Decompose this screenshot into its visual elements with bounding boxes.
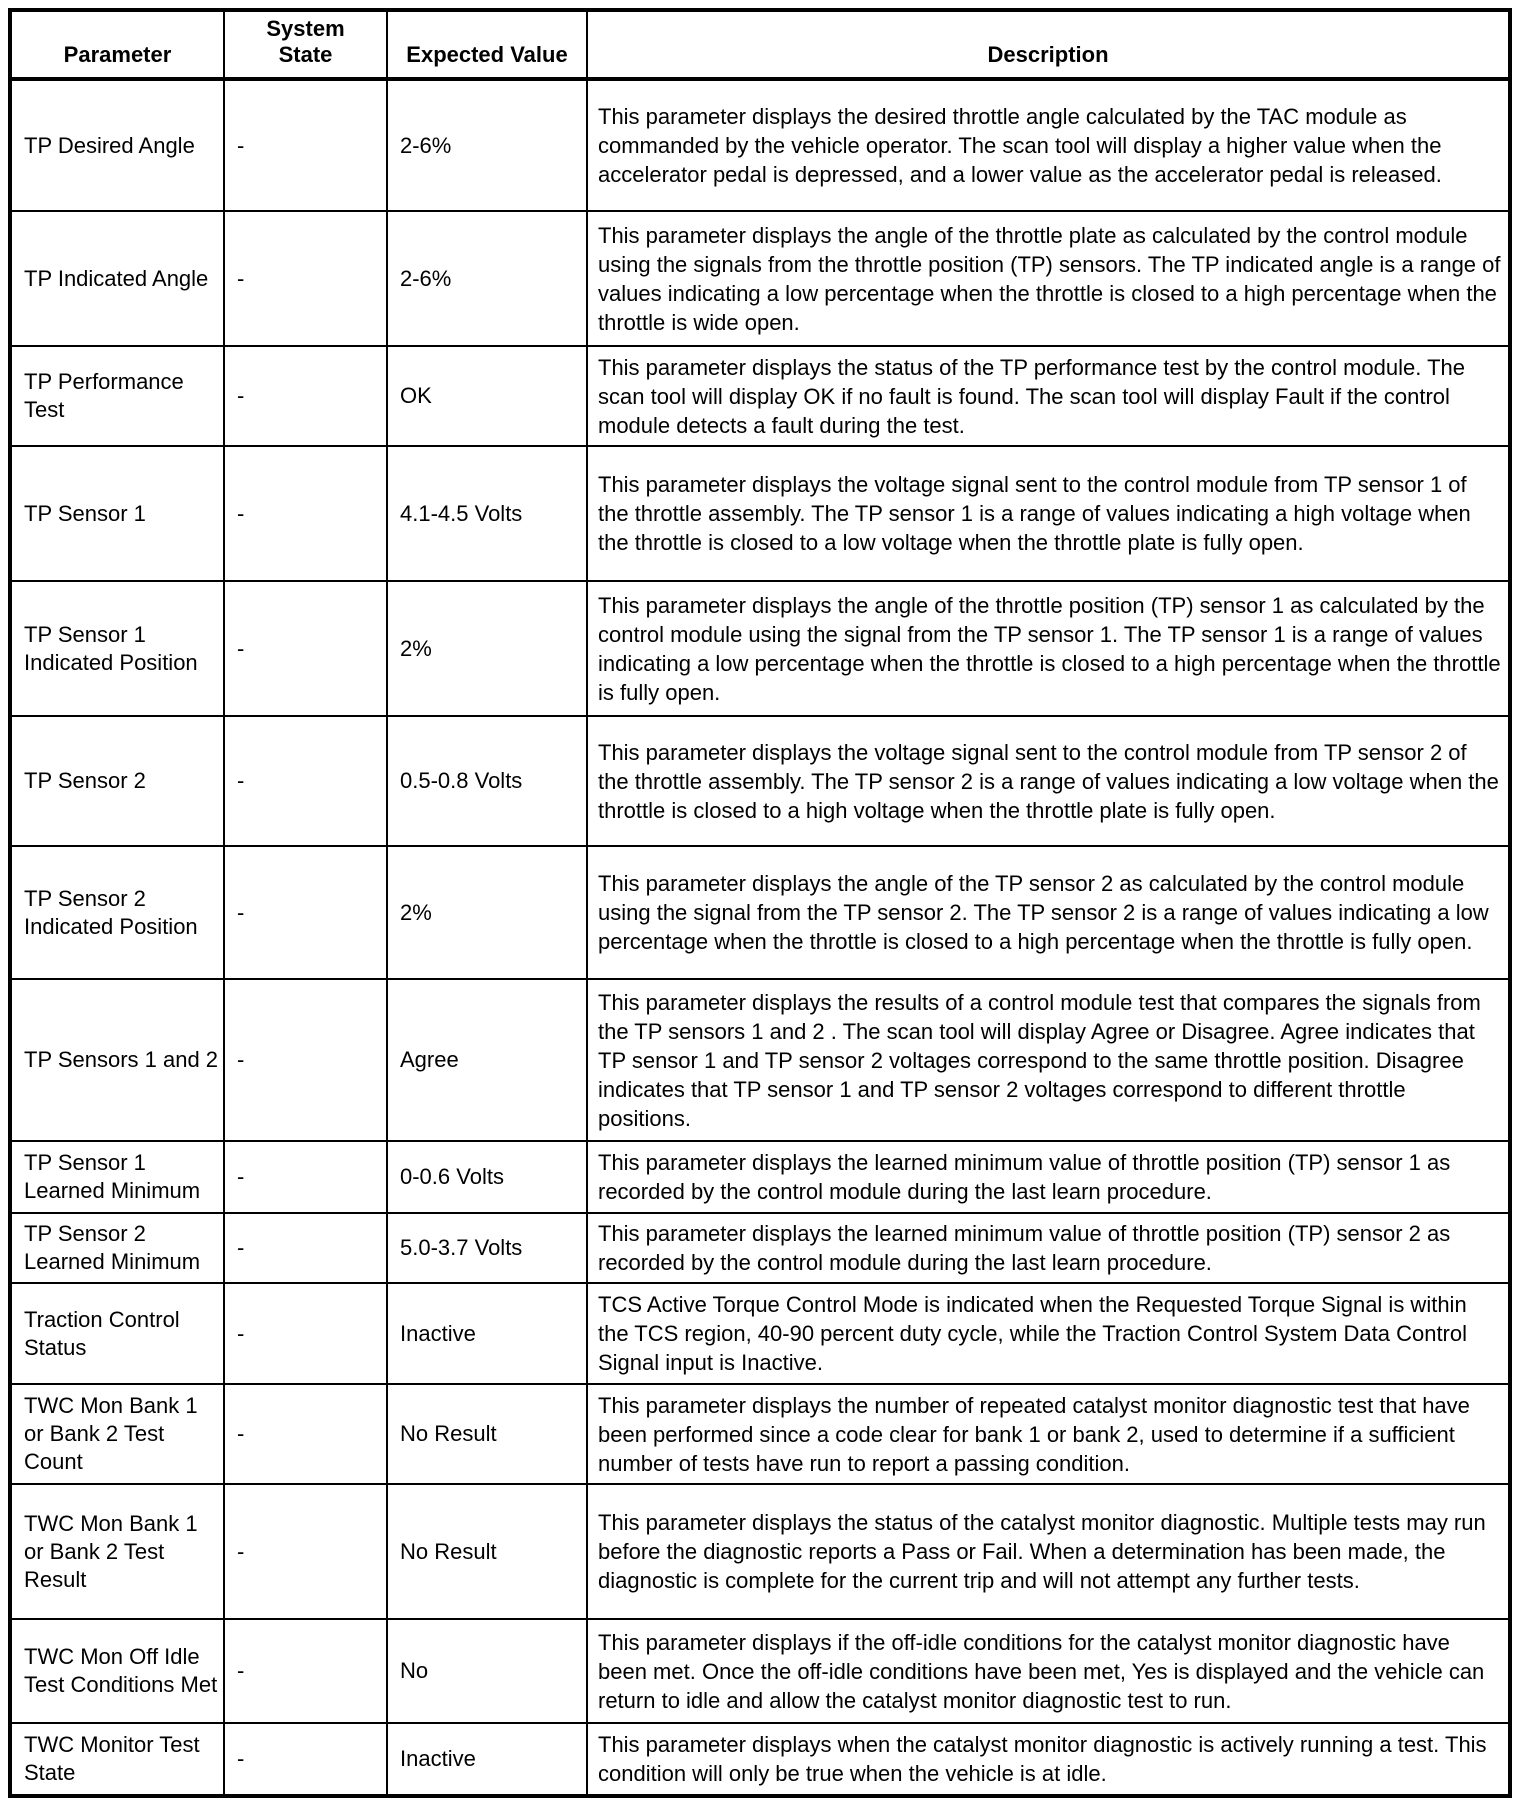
table-row	[10, 446, 1510, 581]
header-description	[587, 10, 1510, 79]
table-row	[10, 1141, 1510, 1213]
header-parameter	[10, 10, 224, 79]
cell-expected-value: No	[387, 1619, 587, 1723]
cell-description: This parameter displays the angle of the throttle plate as calculated by the control module using the signals from the throttle position (TP) sensors. The TP indicated angle is a range of values indicating a low percentage when the throttle is closed to a high percentage when the throttle is wide open.	[587, 211, 1510, 346]
cell-parameter: TP Sensor 2	[10, 716, 224, 846]
table-row	[10, 1484, 1510, 1619]
table-row	[10, 1213, 1510, 1283]
cell-description: This parameter displays the results of a control module test that compares the signals from the TP sensors 1 and 2 . The scan tool will display Agree or Disagree. Agree indicates that TP sensor 1 and TP sensor 2 voltages correspond to the same throttle position. Disagree indicates that TP sensor 1 and TP sensor 2 voltages correspond to different throttle positions.	[587, 979, 1510, 1141]
header-system-state	[224, 10, 387, 79]
cell-expected-value: Agree	[387, 979, 587, 1141]
cell-expected-value: 2-6%	[387, 79, 587, 211]
cell-expected-value: 5.0-3.7 Volts	[387, 1213, 587, 1283]
cell-parameter: TP Sensor 1 Indicated Position	[10, 581, 224, 716]
header-parameter-label: Parameter	[63, 42, 172, 67]
cell-description: This parameter displays the angle of the TP sensor 2 as calculated by the control module using the signal from the TP sensor 2. The TP sensor 2 is a range of values indicating a low percentage when the throttle is closed to a high percentage when the throttle is fully open.	[587, 846, 1510, 979]
table-row	[10, 581, 1510, 716]
cell-description: This parameter displays if the off-idle conditions for the catalyst monitor diagnostic have been met. Once the off-idle conditions have been met, Yes is displayed and the vehicle can return to idle and allow the catalyst monitor diagnostic test to run.	[587, 1619, 1510, 1723]
cell-system-state: -	[224, 979, 387, 1141]
cell-parameter: TP Sensor 1 Learned Minimum	[10, 1141, 224, 1213]
cell-description: This parameter displays the status of the catalyst monitor diagnostic. Multiple tests may run before the diagnostic reports a Pass or Fail. When a determination has been made, the diagnostic is complete for the current trip and will not attempt any further tests.	[587, 1484, 1510, 1619]
cell-expected-value: Inactive	[387, 1283, 587, 1384]
cell-system-state: -	[224, 1723, 387, 1796]
header-expected-value-label: Expected Value	[406, 42, 568, 67]
cell-description: This parameter displays the learned minimum value of throttle position (TP) sensor 1 as recorded by the control module during the last learn procedure.	[587, 1141, 1510, 1213]
cell-parameter: TWC Monitor Test State	[10, 1723, 224, 1796]
table-row	[10, 846, 1510, 979]
table-body	[10, 79, 1510, 1796]
cell-description: This parameter displays when the catalyst monitor diagnostic is actively running a test. This condition will only be true when the vehicle is at idle.	[587, 1723, 1510, 1796]
cell-description: This parameter displays the number of repeated catalyst monitor diagnostic test that have been performed since a code clear for bank 1 or bank 2, used to determine if a sufficient number of tests have run to report a passing condition.	[587, 1384, 1510, 1484]
table-row	[10, 1384, 1510, 1484]
cell-system-state: -	[224, 846, 387, 979]
cell-description: This parameter displays the voltage signal sent to the control module from TP sensor 2 of the throttle assembly. The TP sensor 2 is a range of values indicating a low voltage when the throttle is closed to a high voltage when the throttle plate is fully open.	[587, 716, 1510, 846]
cell-system-state: -	[224, 446, 387, 581]
cell-parameter: TP Sensor 1	[10, 446, 224, 581]
header-system-state-label: System State	[266, 16, 345, 67]
table-header	[10, 10, 1510, 79]
cell-expected-value: 2-6%	[387, 211, 587, 346]
table-row	[10, 979, 1510, 1141]
cell-parameter: TP Sensor 2 Indicated Position	[10, 846, 224, 979]
cell-expected-value: No Result	[387, 1484, 587, 1619]
cell-system-state: -	[224, 1619, 387, 1723]
cell-description: This parameter displays the status of the TP performance test by the control module. The scan tool will display OK if no fault is found. The scan tool will display Fault if the control module detects a fault during the test.	[587, 346, 1510, 446]
cell-system-state: -	[224, 346, 387, 446]
cell-system-state: -	[224, 1213, 387, 1283]
cell-parameter: TP Sensors 1 and 2	[10, 979, 224, 1141]
scan-tool-data-table	[8, 8, 1512, 1798]
cell-system-state: -	[224, 1141, 387, 1213]
header-expected-value	[387, 10, 587, 79]
table-row	[10, 1283, 1510, 1384]
cell-parameter: TP Sensor 2 Learned Minimum	[10, 1213, 224, 1283]
cell-expected-value: 4.1-4.5 Volts	[387, 446, 587, 581]
cell-expected-value: 2%	[387, 846, 587, 979]
table-row	[10, 346, 1510, 446]
cell-expected-value: 0-0.6 Volts	[387, 1141, 587, 1213]
cell-system-state: -	[224, 1484, 387, 1619]
table-row	[10, 1619, 1510, 1723]
cell-description: This parameter displays the learned minimum value of throttle position (TP) sensor 2 as recorded by the control module during the last learn procedure.	[587, 1213, 1510, 1283]
cell-description: TCS Active Torque Control Mode is indicated when the Requested Torque Signal is within the TCS region, 40-90 percent duty cycle, while the Traction Control System Data Control Signal input is Inactive.	[587, 1283, 1510, 1384]
table-row	[10, 211, 1510, 346]
cell-expected-value: OK	[387, 346, 587, 446]
cell-expected-value: No Result	[387, 1384, 587, 1484]
cell-system-state: -	[224, 1384, 387, 1484]
cell-expected-value: 0.5-0.8 Volts	[387, 716, 587, 846]
cell-parameter: TWC Mon Bank 1 or Bank 2 Test Result	[10, 1484, 224, 1619]
cell-description: This parameter displays the voltage signal sent to the control module from TP sensor 1 of the throttle assembly. The TP sensor 1 is a range of values indicating a high voltage when the throttle is closed to a low voltage when the throttle plate is fully open.	[587, 446, 1510, 581]
table-row	[10, 716, 1510, 846]
cell-description: This parameter displays the angle of the throttle position (TP) sensor 1 as calculated by the control module using the signal from the TP sensor 1. The TP sensor 1 is a range of values indicating a low percentage when the throttle is closed to a high percentage when the throttle is fully open.	[587, 581, 1510, 716]
cell-expected-value: Inactive	[387, 1723, 587, 1796]
cell-system-state: -	[224, 581, 387, 716]
cell-description: This parameter displays the desired throttle angle calculated by the TAC module as commanded by the vehicle operator. The scan tool will display a higher value when the accelerator pedal is depressed, and a lower value as the accelerator pedal is released.	[587, 79, 1510, 211]
cell-parameter: TWC Mon Bank 1 or Bank 2 Test Count	[10, 1384, 224, 1484]
cell-expected-value: 2%	[387, 581, 587, 716]
cell-parameter: TP Performance Test	[10, 346, 224, 446]
cell-system-state: -	[224, 1283, 387, 1384]
table-row	[10, 1723, 1510, 1796]
header-description-label: Description	[987, 42, 1109, 67]
table-row	[10, 79, 1510, 211]
header-row	[10, 10, 1510, 79]
cell-parameter: TWC Mon Off Idle Test Conditions Met	[10, 1619, 224, 1723]
cell-parameter: TP Indicated Angle	[10, 211, 224, 346]
cell-parameter: Traction Control Status	[10, 1283, 224, 1384]
cell-parameter: TP Desired Angle	[10, 79, 224, 211]
cell-system-state: -	[224, 211, 387, 346]
cell-system-state: -	[224, 716, 387, 846]
cell-system-state: -	[224, 79, 387, 211]
